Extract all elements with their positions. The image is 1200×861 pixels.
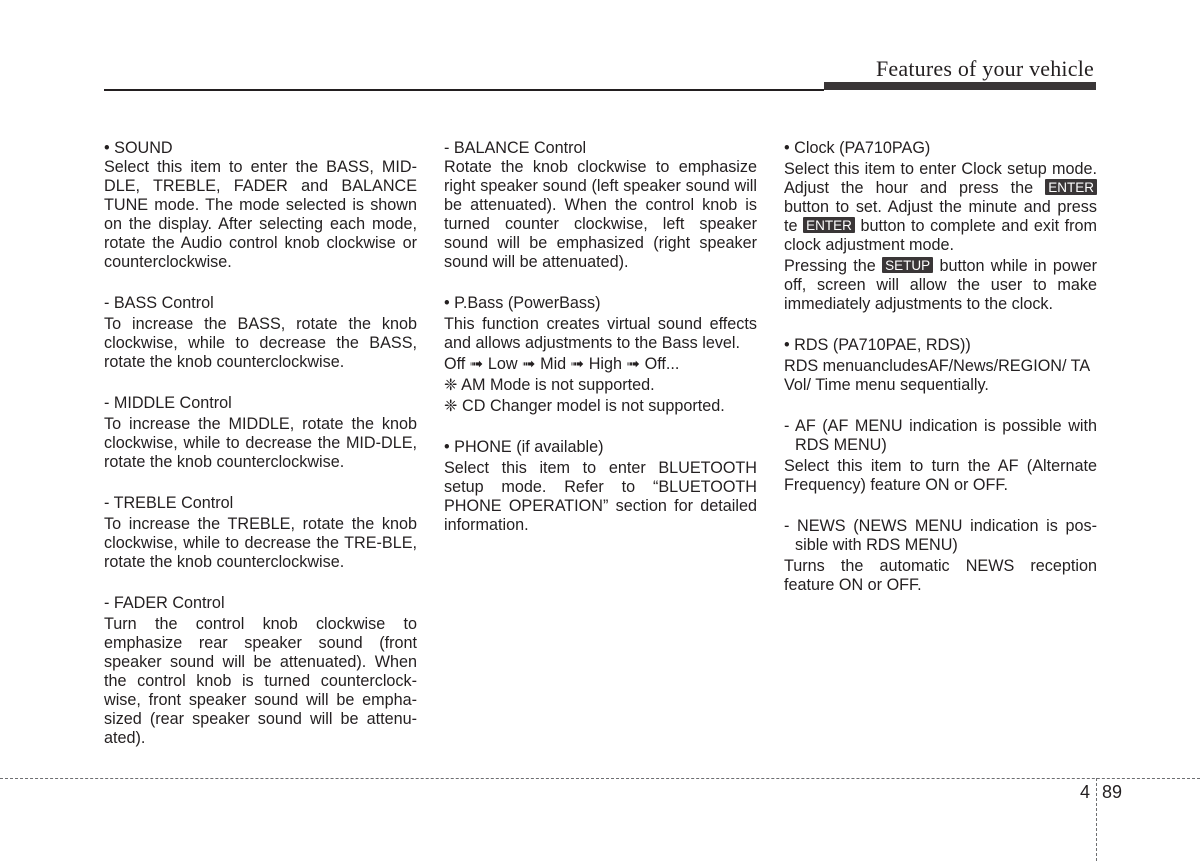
sound-heading: • SOUND: [104, 139, 173, 157]
clock-text-b: button to set. Adjust the minute and press te: [784, 198, 1097, 235]
phone-heading: • PHONE (if available): [444, 438, 604, 456]
column-2: [444, 139, 757, 535]
clock-text: [784, 160, 1097, 255]
news-heading: - NEWS (NEWS MENU indication is pos-sible with RDS MENU): [784, 517, 1097, 554]
balance-heading: - BALANCE Control: [444, 139, 587, 157]
clock-text-a: Select this item to enter Clock setup mode. Adjust the hour and press the: [784, 160, 1097, 197]
header-rule-thin: [104, 89, 824, 91]
af-text: Select this item to turn the AF (Alternate Frequency) feature ON or OFF.: [784, 457, 1097, 494]
fader-text: Turn the control knob clockwise to emphasize rear speaker sound (front speaker sound will be attenuated). When the control knob is turned counterclock-wise, front speaker sound will be empha-sized (rear speaker sound will be attenu-ated).: [104, 615, 417, 747]
clock-heading: • Clock (PA710PAG): [784, 139, 931, 157]
page-header-title: Features of your vehicle: [875, 56, 1094, 81]
fader-heading: - FADER Control: [104, 594, 225, 612]
news-text: Turns the automatic NEWS reception feature ON or OFF.: [784, 557, 1097, 594]
treble-heading: - TREBLE Control: [104, 494, 234, 512]
footer-dashed-rule: [0, 778, 1200, 779]
chapter-number: 4: [1080, 782, 1091, 802]
bass-text: To increase the BASS, rotate the knob clockwise, while to decrease the BASS, rotate the knob counterclockwise.: [104, 315, 417, 371]
balance-text: Rotate the knob clockwise to emphasize right speaker sound (left speaker sound will be attenuated). When the control knob is turned counter clockwise, left speaker sound will be emphasized (right speaker sound will be attenuated).: [444, 158, 757, 271]
pressing-text-b: button while in power off, screen will allow the user to make immediately adjustments to the clock.: [784, 257, 1098, 313]
rds-heading: • RDS (PA710PAE, RDS)): [784, 336, 971, 354]
af-heading: - AF (AF MENU indication is possible with RDS MENU): [784, 417, 1097, 454]
column-3: [784, 139, 1097, 595]
bass-heading: - BASS Control: [104, 294, 214, 312]
clock-text-c: button to complete and exit from clock adjustment mode.: [784, 217, 1098, 254]
page-number: 89: [1102, 782, 1123, 802]
rds-text: RDS menuancludesAF/News/REGION/ TA Vol/ Time menu sequentially.: [784, 357, 1090, 394]
pressing-text: [784, 257, 1097, 314]
middle-text: To increase the MIDDLE, rotate the knob clockwise, while to decrease the MID-DLE, rotate the knob counterclockwise.: [104, 415, 417, 471]
treble-text: To increase the TREBLE, rotate the knob clockwise, while to decrease the TRE-BLE, rotate the knob counterclockwise.: [104, 515, 417, 571]
pressing-text-a: Pressing the: [784, 257, 876, 275]
column-1: [104, 139, 417, 748]
note-am: ❈ AM Mode is not supported.: [444, 376, 655, 394]
pbass-sequence: Off ➟ Low ➟ Mid ➟ High ➟ Off...: [444, 355, 680, 373]
middle-heading: - MIDDLE Control: [104, 394, 232, 412]
header-rule-thick: [824, 82, 1096, 90]
phone-text: Select this item to enter BLUETOOTH setup mode. Refer to “BLUETOOTH PHONE OPERATION” section for detailed information.: [444, 459, 757, 534]
pbass-heading: • P.Bass (PowerBass): [444, 294, 601, 312]
pbass-text: This function creates virtual sound effects and allows adjustments to the Bass level.: [444, 315, 757, 352]
setup-button-label: SETUP: [882, 257, 933, 273]
note-cd: ❈ CD Changer model is not supported.: [444, 397, 725, 415]
enter-button-label: ENTER: [1045, 179, 1097, 195]
enter-button-label: ENTER: [803, 217, 855, 233]
footer-dashed-divider: [1096, 778, 1097, 861]
sound-text: Select this item to enter the BASS, MID-DLE, TREBLE, FADER and BALANCE TUNE mode. The mode selected is shown on the display. After selecting each mode, rotate the Audio control knob clockwise or counterclockwise.: [104, 158, 417, 271]
